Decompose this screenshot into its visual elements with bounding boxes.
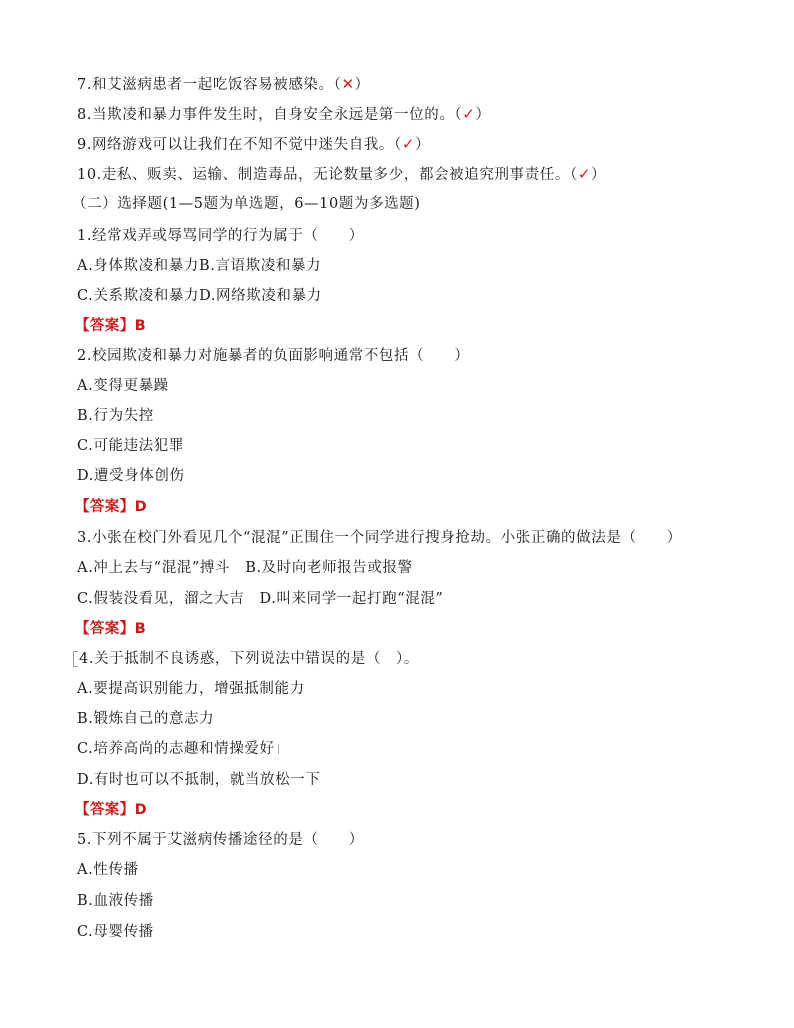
- judgement-q7: [77, 72, 370, 96]
- question-text: 10.走私、贩卖、运输、制造毒品，无论数量多少，都会被追究刑事责任。（: [77, 167, 578, 183]
- q5-option-c: C.母婴传播: [77, 924, 154, 940]
- q2-option-a: A.变得更暴躁: [77, 378, 169, 394]
- q5-stem: 5.下列不属于艾滋病传播途径的是（ ）: [77, 832, 364, 848]
- q5-option-b: B.血液传播: [77, 893, 154, 909]
- q2-stem: 2.校园欺凌和暴力对施暴者的负面影响通常不包括（ ）: [77, 348, 470, 364]
- check-mark-icon: ✓: [577, 165, 591, 183]
- bracket-close: ）: [354, 77, 370, 93]
- check-mark-icon: ✓: [401, 135, 416, 153]
- text-cursor-mark-icon: [73, 651, 78, 667]
- judgement-q9: [77, 132, 430, 156]
- q2-option-d: D.遭受身体创伤: [77, 468, 185, 484]
- paragraph-mark-icon: [276, 744, 279, 754]
- q4-stem: 4.关于抵制不良诱惑，下列说法中错误的是（ ）。: [79, 651, 419, 667]
- q4-answer: 【答案】D: [75, 802, 148, 818]
- bracket-close: ）: [590, 167, 607, 183]
- question-text: 8.当欺凌和暴力事件发生时，自身安全永远是第一位的。（: [77, 107, 463, 123]
- q3-options-cd: C.假装没看见，溜之大吉 D.叫来同学一起打跑“混混”: [77, 591, 444, 607]
- q1-options-ab: A.身体欺凌和暴力B.言语欺凌和暴力: [77, 258, 322, 274]
- q3-stem: 3.小张在校门外看见几个“混混”正围住一个同学进行搜身抢劫。小张正确的做法是（ ）: [77, 530, 682, 546]
- q1-answer: 【答案】B: [75, 318, 147, 334]
- q5-option-a: A.性传播: [77, 862, 139, 878]
- q4-option-b: B.锻炼自己的意志力: [77, 711, 215, 727]
- q4-option-c: C.培养高尚的志趣和情操爱好: [77, 741, 275, 757]
- question-text: 7.和艾滋病患者一起吃饭容易被感染。（: [77, 77, 342, 93]
- q2-option-b: B.行为失控: [77, 408, 154, 424]
- q2-option-c: C.可能违法犯罪: [77, 438, 184, 454]
- q4-option-c-row: [77, 737, 279, 761]
- bracket-close: ）: [415, 137, 431, 153]
- judgement-q8: [77, 102, 491, 126]
- q3-answer: 【答案】B: [75, 621, 147, 637]
- q4-option-a: A.要提高识别能力，增强抵制能力: [77, 681, 305, 697]
- bracket-close: ）: [475, 107, 491, 123]
- q2-answer: 【答案】D: [75, 499, 148, 515]
- question-text: 9.网络游戏可以让我们在不知不觉中迷失自我。（: [77, 137, 402, 153]
- q1-stem: 1.经常戏弄或辱骂同学的行为属于（ ）: [77, 228, 364, 244]
- q1-options-cd: C.关系欺凌和暴力D.网络欺凌和暴力: [77, 288, 322, 304]
- section-title: （二）选择题(1—5题为单选题，6—10题为多选题): [72, 196, 421, 212]
- cross-mark-icon: ✕: [341, 75, 355, 93]
- check-mark-icon: ✓: [462, 105, 476, 123]
- judgement-q10: [77, 162, 606, 186]
- q3-options-ab: A.冲上去与“混混”搏斗 B.及时向老师报告或报警: [77, 560, 413, 576]
- q4-option-d: D.有时也可以不抵制，就当放松一下: [77, 772, 321, 788]
- q4-stem-row: [73, 647, 419, 671]
